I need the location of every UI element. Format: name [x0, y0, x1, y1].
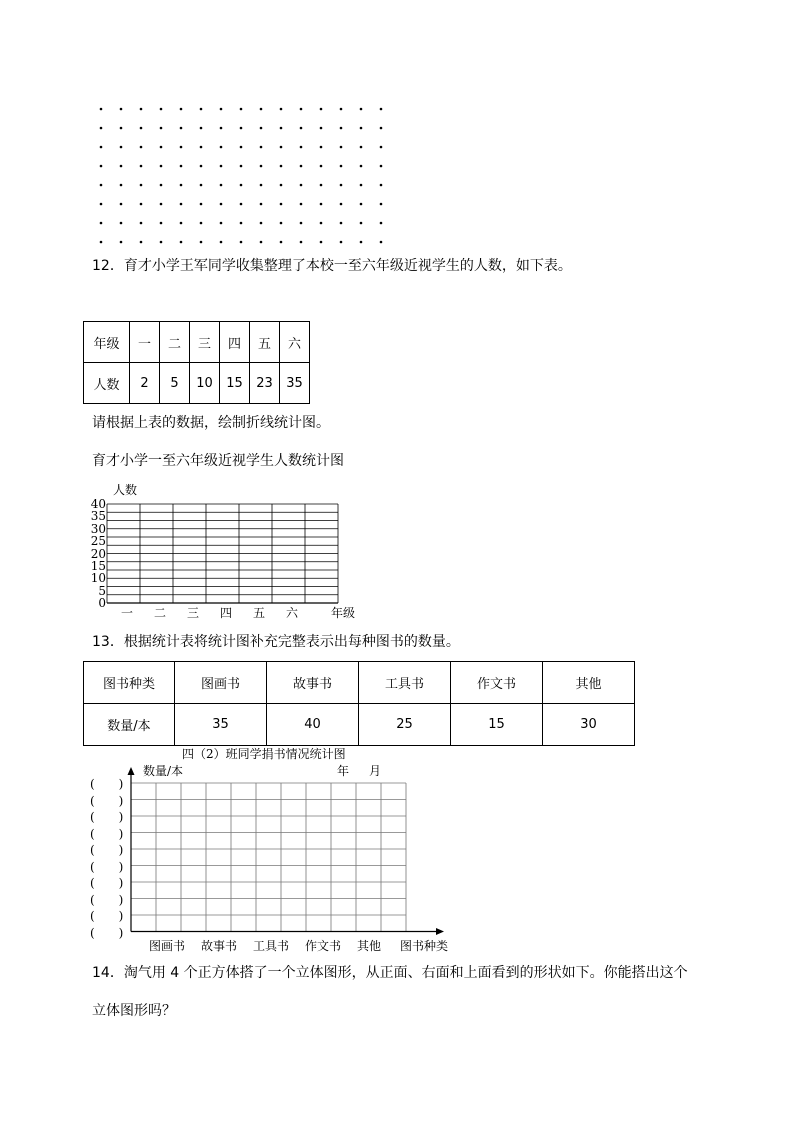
grid-dot: [100, 127, 103, 130]
grid-dot: [220, 241, 223, 244]
grid-dot: [340, 241, 343, 244]
grid-dot: [240, 165, 243, 168]
grid-dot: [260, 146, 263, 149]
x-tick-label: 作文书: [305, 939, 342, 953]
grid-dot: [180, 222, 183, 225]
q12-line-chart-grid: [100, 495, 350, 610]
grid-dot: [340, 184, 343, 187]
grid-dot: [200, 222, 203, 225]
grid-dot: [260, 184, 263, 187]
q12-value-cell: 35: [280, 363, 310, 404]
grid-dot: [260, 165, 263, 168]
q12-header-cell: 六: [280, 322, 310, 363]
q13-value-cell: 35: [175, 704, 267, 746]
grid-dot: [200, 241, 203, 244]
grid-dot: [360, 241, 363, 244]
grid-dot: [300, 146, 303, 149]
q13-header-cell: 作文书: [451, 662, 543, 704]
q12-header-cell: 一: [130, 322, 160, 363]
y-tick-label: 35: [90, 509, 106, 524]
y-tick-label: 5: [98, 583, 106, 598]
q12-value-cell: 15: [220, 363, 250, 404]
x-axis-arrow-icon: [436, 928, 444, 935]
grid-dot: [300, 203, 303, 206]
grid-dot: [120, 146, 123, 149]
grid-dot: [140, 127, 143, 130]
grid-dot: [300, 184, 303, 187]
grid-dot: [380, 165, 383, 168]
q12-value-cell: 23: [250, 363, 280, 404]
grid-dot: [120, 241, 123, 244]
grid-dot: [360, 184, 363, 187]
x-tick-label: 故事书: [201, 939, 238, 953]
q13-bar-chart-grid: [120, 765, 450, 945]
grid-dot: [240, 127, 243, 130]
grid-dot: [380, 222, 383, 225]
grid-dot: [280, 203, 283, 206]
grid-dot: [280, 241, 283, 244]
q12-table: [83, 321, 310, 404]
grid-dot: [100, 146, 103, 149]
q12-instruction: 请根据上表的数据，绘制折线统计图。: [92, 415, 330, 431]
table-row: [84, 363, 310, 404]
grid-dot: [140, 165, 143, 168]
q13-value-cell: 15: [451, 704, 543, 746]
q12-x-axis-label: 年级: [331, 606, 356, 620]
q12-value-cell: 人数: [84, 363, 130, 404]
grid-dot: [140, 203, 143, 206]
x-tick-label: 其他: [357, 939, 382, 953]
grid-dot: [280, 108, 283, 111]
grid-dot: [160, 241, 163, 244]
q13-value-cell: 25: [359, 704, 451, 746]
grid-dot: [300, 165, 303, 168]
grid-dot: [240, 203, 243, 206]
table-row: [84, 704, 635, 746]
grid-dot: [180, 165, 183, 168]
grid-dot: [100, 241, 103, 244]
grid-dot: [200, 108, 203, 111]
grid-dot: [260, 108, 263, 111]
q12-header-cell: 年级: [84, 322, 130, 363]
grid-dot: [320, 127, 323, 130]
grid-dot: [100, 203, 103, 206]
x-tick-label: 三: [187, 606, 200, 620]
q13-header-cell: 故事书: [267, 662, 359, 704]
grid-dot: [380, 203, 383, 206]
grid-dot: [120, 222, 123, 225]
grid-dot: [140, 108, 143, 111]
x-tick-label: 二: [154, 606, 167, 620]
grid-dot: [140, 222, 143, 225]
grid-dot: [160, 184, 163, 187]
y-blank-label: ( ): [90, 826, 124, 841]
grid-dot: [220, 127, 223, 130]
grid-dot: [200, 165, 203, 168]
grid-dot: [360, 146, 363, 149]
table-row: [84, 322, 310, 363]
q13-value-cell: 40: [267, 704, 359, 746]
grid-dot: [220, 184, 223, 187]
grid-dot: [100, 165, 103, 168]
y-blank-label: ( ): [90, 810, 124, 824]
grid-dot: [300, 222, 303, 225]
grid-dot: [220, 203, 223, 206]
grid-dot: [340, 127, 343, 130]
grid-dot: [220, 222, 223, 225]
dot-grid: [95, 100, 395, 250]
x-tick-label: 一: [121, 606, 134, 620]
grid-dot: [160, 146, 163, 149]
q12-y-axis-label: 人数: [113, 483, 138, 497]
grid-dot: [180, 127, 183, 130]
grid-dot: [260, 203, 263, 206]
q12-value-cell: 5: [160, 363, 190, 404]
table-row: [84, 662, 635, 704]
q12-header-cell: 四: [220, 322, 250, 363]
q12-value-cell: 10: [190, 363, 220, 404]
grid-dot: [140, 146, 143, 149]
y-axis-arrow-icon: [128, 767, 135, 775]
q13-x-axis-label: 图书种类: [400, 939, 449, 953]
grid-dot: [180, 203, 183, 206]
grid-dot: [160, 222, 163, 225]
grid-dot: [200, 203, 203, 206]
q13-date-month: 月: [369, 764, 382, 778]
grid-dot: [360, 127, 363, 130]
x-tick-label: 工具书: [253, 939, 290, 953]
y-blank-label: ( ): [90, 909, 124, 923]
grid-dot: [360, 165, 363, 168]
q13-chart-title: 四（2）班同学捐书情况统计图: [182, 747, 346, 761]
grid-dot: [260, 241, 263, 244]
y-tick-label: 10: [90, 571, 106, 586]
grid-dot: [280, 165, 283, 168]
grid-dot: [200, 146, 203, 149]
grid-dot: [320, 165, 323, 168]
grid-dot: [380, 241, 383, 244]
y-tick-label: 30: [90, 521, 106, 536]
grid-dot: [320, 108, 323, 111]
grid-dot: [260, 222, 263, 225]
x-tick-label: 五: [253, 606, 266, 620]
y-blank-label: ( ): [90, 925, 124, 940]
grid-dot: [120, 184, 123, 187]
x-tick-label: 图画书: [149, 939, 186, 953]
grid-dot: [180, 146, 183, 149]
grid-dot: [160, 165, 163, 168]
grid-dot: [160, 203, 163, 206]
q13-header-cell: 图书种类: [84, 662, 175, 704]
grid-dot: [320, 241, 323, 244]
q13-date-year: 年: [337, 764, 350, 778]
grid-dot: [240, 222, 243, 225]
q12-prompt: 12．育才小学王军同学收集整理了本校一至六年级近视学生的人数，如下表。: [92, 258, 572, 274]
grid-dot: [280, 184, 283, 187]
grid-dot: [240, 241, 243, 244]
q13-value-cell: 30: [543, 704, 635, 746]
grid-dot: [280, 222, 283, 225]
q13-prompt: 13．根据统计表将统计图补充完整表示出每种图书的数量。: [92, 634, 460, 650]
grid-dot: [240, 146, 243, 149]
q13-header-cell: 图画书: [175, 662, 267, 704]
y-tick-label: 25: [90, 534, 106, 549]
grid-dot: [100, 184, 103, 187]
grid-dot: [380, 184, 383, 187]
y-tick-label: 0: [98, 596, 106, 610]
grid-dot: [320, 222, 323, 225]
y-blank-label: ( ): [90, 892, 124, 907]
y-tick-label: 40: [90, 497, 106, 511]
grid-dot: [340, 203, 343, 206]
grid-dot: [300, 108, 303, 111]
grid-dot: [280, 127, 283, 130]
q12-header-cell: 二: [160, 322, 190, 363]
grid-dot: [120, 165, 123, 168]
grid-dot: [300, 127, 303, 130]
grid-dot: [120, 203, 123, 206]
grid-dot: [120, 108, 123, 111]
grid-dot: [300, 241, 303, 244]
grid-dot: [160, 127, 163, 130]
grid-dot: [280, 146, 283, 149]
grid-dot: [340, 146, 343, 149]
grid-dot: [140, 184, 143, 187]
q12-chart-title: 育才小学一至六年级近视学生人数统计图: [92, 453, 344, 469]
q13-y-axis-label: 数量/本: [143, 764, 184, 778]
grid-dot: [320, 146, 323, 149]
grid-dot: [380, 108, 383, 111]
grid-dot: [360, 203, 363, 206]
grid-dot: [100, 108, 103, 111]
grid-dot: [380, 127, 383, 130]
q13-header-cell: 工具书: [359, 662, 451, 704]
grid-dot: [180, 184, 183, 187]
y-tick-label: 15: [90, 558, 106, 573]
y-blank-label: ( ): [90, 859, 124, 874]
grid-dot: [160, 108, 163, 111]
q12-header-cell: 三: [190, 322, 220, 363]
q14-prompt-line1: 14．淘气用 4 个正方体搭了一个立体图形，从正面、右面和上面看到的形状如下。你能搭出这个: [92, 965, 688, 981]
grid-dot: [360, 222, 363, 225]
grid-dot: [380, 146, 383, 149]
grid-dot: [200, 184, 203, 187]
grid-dot: [200, 127, 203, 130]
y-blank-label: ( ): [90, 876, 124, 890]
grid-dot: [180, 108, 183, 111]
grid-dot: [180, 241, 183, 244]
grid-dot: [100, 222, 103, 225]
q13-header-cell: 其他: [543, 662, 635, 704]
grid-dot: [360, 108, 363, 111]
grid-dot: [320, 184, 323, 187]
y-blank-label: ( ): [90, 793, 124, 808]
q14-prompt-line2: 立体图形吗？: [92, 1003, 176, 1019]
x-tick-label: 六: [286, 606, 299, 620]
y-blank-label: ( ): [90, 777, 124, 791]
grid-dot: [220, 165, 223, 168]
grid-dot: [340, 165, 343, 168]
grid-dot: [220, 108, 223, 111]
q13-value-cell: 数量/本: [84, 704, 175, 746]
y-blank-label: ( ): [90, 843, 124, 857]
grid-dot: [240, 184, 243, 187]
grid-dot: [340, 222, 343, 225]
q12-header-cell: 五: [250, 322, 280, 363]
grid-dot: [260, 127, 263, 130]
grid-dot: [340, 108, 343, 111]
grid-dot: [140, 241, 143, 244]
x-tick-label: 四: [220, 606, 233, 620]
grid-dot: [120, 127, 123, 130]
q13-table: [83, 661, 635, 746]
grid-dot: [320, 203, 323, 206]
grid-dot: [240, 108, 243, 111]
y-tick-label: 20: [90, 546, 106, 561]
q12-value-cell: 2: [130, 363, 160, 404]
grid-dot: [220, 146, 223, 149]
